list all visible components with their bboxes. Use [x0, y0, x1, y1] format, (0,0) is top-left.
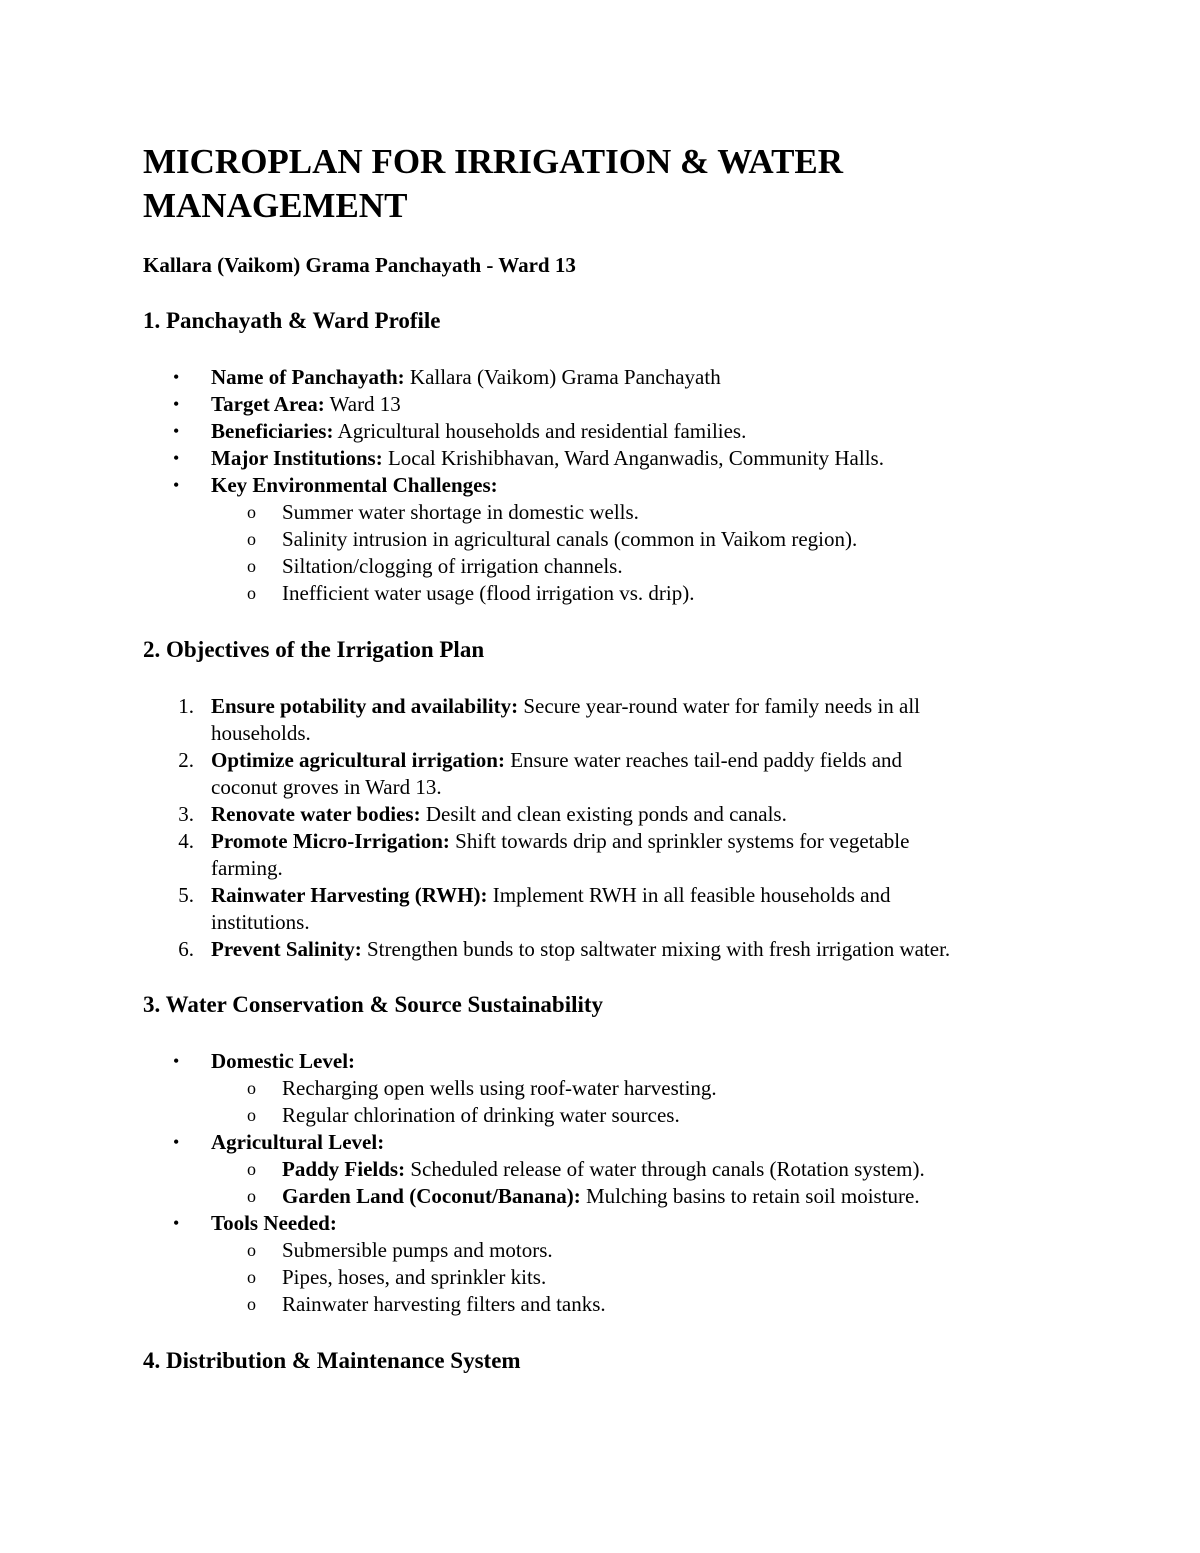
document-title: MICROPLAN FOR IRRIGATION & WATER MANAGEMENT	[143, 142, 844, 225]
objective-item-continued: households.	[211, 721, 311, 745]
objective-item-continued: institutions.	[211, 910, 310, 934]
item-label: Prevent Salinity:	[211, 937, 362, 961]
item-text: Implement RWH in all feasible households and	[487, 883, 891, 907]
list-number: 4.	[178, 829, 194, 853]
item-text: Scheduled release of water through canals (Rotation system).	[405, 1157, 925, 1181]
item-label: Key Environmental Challenges:	[211, 473, 498, 497]
sub-bullet-marker: o	[247, 1294, 256, 1314]
agricultural-level-label	[211, 1129, 384, 1156]
item-text: Kallara (Vaikom) Grama Panchayath	[404, 365, 721, 389]
section-1-heading: 1. Panchayath & Ward Profile	[143, 308, 441, 333]
profile-item-challenges	[211, 472, 498, 499]
item-label: Ensure potability and availability:	[211, 694, 519, 718]
item-text: Secure year-round water for family needs in all	[518, 694, 921, 718]
tool-item: Pipes, hoses, and sprinkler kits.	[282, 1265, 547, 1289]
tool-item: Submersible pumps and motors.	[282, 1238, 553, 1262]
sub-bullet-marker: o	[247, 1240, 256, 1260]
item-text: Shift towards drip and sprinkler systems for vegetable	[449, 829, 910, 853]
item-label: Major Institutions:	[211, 446, 383, 470]
bullet-marker: •	[173, 1051, 180, 1071]
objective-item	[211, 882, 891, 909]
bullet-marker: •	[173, 1213, 180, 1233]
objective-item	[211, 801, 787, 828]
sub-bullet-marker: o	[247, 1267, 256, 1287]
item-label: Renovate water bodies:	[211, 802, 421, 826]
profile-item-beneficiaries	[211, 418, 746, 445]
item-text: Desilt and clean existing ponds and canals.	[420, 802, 787, 826]
item-label: Rainwater Harvesting (RWH):	[211, 883, 488, 907]
item-text: Ward 13	[324, 392, 401, 416]
item-label: Paddy Fields:	[282, 1157, 406, 1181]
item-text: Strengthen bunds to stop saltwater mixing with fresh irrigation water.	[361, 937, 951, 961]
sub-bullet-marker: o	[247, 1078, 256, 1098]
domestic-level-label	[211, 1048, 355, 1075]
bullet-marker: •	[173, 421, 180, 441]
section-4-heading: 4. Distribution & Maintenance System	[143, 1348, 521, 1373]
agricultural-item	[282, 1156, 925, 1183]
section-2-heading: 2. Objectives of the Irrigation Plan	[143, 637, 485, 662]
item-label: Domestic Level:	[211, 1049, 356, 1073]
list-number: 5.	[178, 883, 194, 907]
item-label: Promote Micro-Irrigation:	[211, 829, 450, 853]
domestic-item: Recharging open wells using roof-water harvesting.	[282, 1076, 717, 1100]
profile-item-panchayath	[211, 364, 721, 391]
sub-bullet-marker: o	[247, 1186, 256, 1206]
objective-item	[211, 828, 909, 855]
item-label: Agricultural Level:	[211, 1130, 385, 1154]
list-number: 3.	[178, 802, 194, 826]
agricultural-item	[282, 1183, 920, 1210]
profile-item-target-area	[211, 391, 401, 418]
sub-bullet-marker: o	[247, 583, 256, 603]
objective-item-continued: coconut groves in Ward 13.	[211, 775, 442, 799]
bullet-marker: •	[173, 448, 180, 468]
item-label: Optimize agricultural irrigation:	[211, 748, 505, 772]
bullet-marker: •	[173, 1132, 180, 1152]
sub-bullet-marker: o	[247, 1105, 256, 1125]
bullet-marker: •	[173, 394, 180, 414]
tool-item: Rainwater harvesting filters and tanks.	[282, 1292, 606, 1316]
objective-item-continued: farming.	[211, 856, 283, 880]
item-text: Mulching basins to retain soil moisture.	[580, 1184, 920, 1208]
sub-bullet-marker: o	[247, 529, 256, 549]
domestic-item: Regular chlorination of drinking water sources.	[282, 1103, 680, 1127]
sub-bullet-marker: o	[247, 556, 256, 576]
item-label: Tools Needed:	[211, 1211, 337, 1235]
sub-bullet-marker: o	[247, 1159, 256, 1179]
objective-item	[211, 936, 950, 963]
bullet-marker: •	[173, 367, 180, 387]
item-text: Local Krishibhavan, Ward Anganwadis, Community Halls.	[382, 446, 884, 470]
objective-item	[211, 747, 902, 774]
challenge-item: Salinity intrusion in agricultural canals (common in Vaikom region).	[282, 527, 858, 551]
challenge-item: Inefficient water usage (flood irrigation vs. drip).	[282, 581, 695, 605]
item-text: Ensure water reaches tail-end paddy fields and	[504, 748, 903, 772]
item-label: Target Area:	[211, 392, 325, 416]
list-number: 6.	[178, 937, 194, 961]
challenge-item: Siltation/clogging of irrigation channels.	[282, 554, 623, 578]
item-text: Agricultural households and residential families.	[333, 419, 747, 443]
section-3-heading: 3. Water Conservation & Source Sustainability	[143, 992, 604, 1017]
challenge-item: Summer water shortage in domestic wells.	[282, 500, 639, 524]
sub-bullet-marker: o	[247, 502, 256, 522]
objective-item	[211, 693, 920, 720]
bullet-marker: •	[173, 475, 180, 495]
document-subtitle: Kallara (Vaikom) Grama Panchayath - Ward 13	[143, 253, 576, 277]
item-label: Garden Land (Coconut/Banana):	[282, 1184, 581, 1208]
item-label: Beneficiaries:	[211, 419, 334, 443]
item-label: Name of Panchayath:	[211, 365, 405, 389]
profile-item-institutions	[211, 445, 884, 472]
list-number: 1.	[178, 694, 194, 718]
list-number: 2.	[178, 748, 194, 772]
tools-needed-label	[211, 1210, 337, 1237]
